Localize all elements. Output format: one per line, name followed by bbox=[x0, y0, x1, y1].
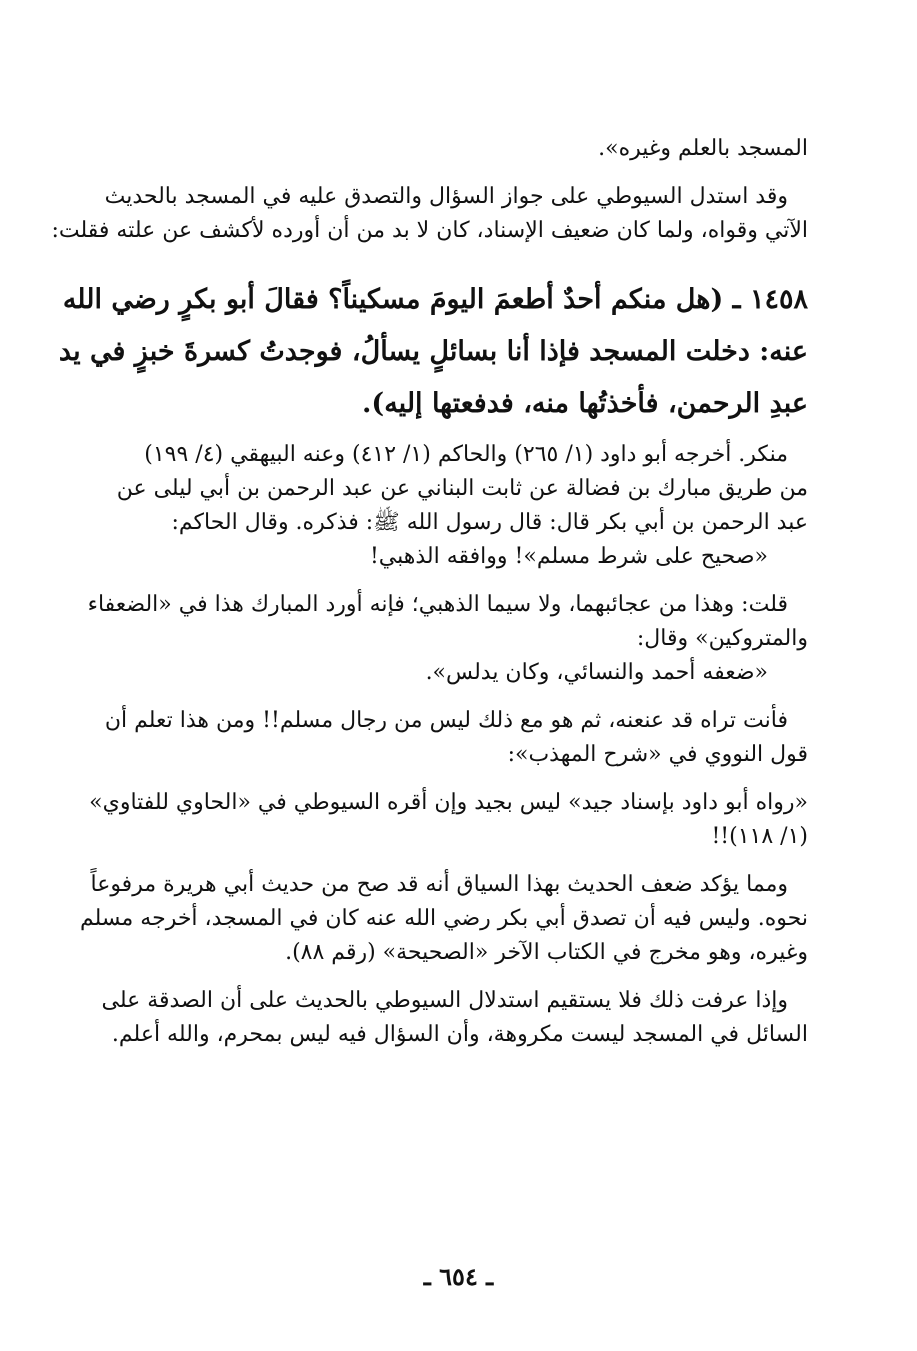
text-line: وإذا عرفت ذلك فلا يستقيم استدلال السيوطي بالحديث على أن الصدقة على bbox=[101, 988, 788, 1013]
quote-line: (١/ ١١٨)!! bbox=[711, 824, 808, 849]
takhrij-paragraph bbox=[48, 438, 808, 540]
dhahabi-quote bbox=[48, 656, 808, 690]
text-line: السائل في المسجد ليست مكروهة، وأن السؤال فيه ليس بمحرم، والله أعلم. bbox=[111, 1022, 808, 1047]
text-line: فأنت تراه قد عنعنه، ثم هو مع ذلك ليس من رجال مسلم!! ومن هذا تعلم أن bbox=[104, 708, 788, 733]
text-line: والمتروكين» وقال: bbox=[636, 626, 808, 651]
text-line: الآتي وقواه، ولما كان ضعيف الإسناد، كان لا بد من أن أورده لأكشف عن علته فقلت: bbox=[51, 218, 808, 243]
text-line: عبد الرحمن بن أبي بكر قال: قال رسول الله ﷺ: فذكره. وقال الحاكم: bbox=[171, 510, 808, 535]
page-body bbox=[48, 132, 808, 1066]
hadith-line: عنه: دخلت المسجد فإذا أنا بسائلٍ يسألُ، فوجدتُ كسرةَ خبزٍ في يد bbox=[58, 336, 808, 367]
nawawi-quote bbox=[48, 786, 808, 854]
quote-line: «صحيح على شرط مسلم»! ووافقه الذهبي! bbox=[369, 544, 768, 569]
page-number: ـ ٦٥٤ ـ bbox=[423, 1262, 494, 1291]
paragraph-suyuti-argument bbox=[48, 180, 808, 248]
text-line: نحوه. وليس فيه أن تصدق أبي بكر رضي الله عنه كان في المسجد، أخرجه مسلم bbox=[79, 906, 808, 931]
text-line: قول النووي في «شرح المهذب»: bbox=[507, 742, 808, 767]
intro-paragraph bbox=[48, 132, 808, 166]
text-line: ومما يؤكد ضعف الحديث بهذا السياق أنه قد صح من حديث أبي هريرة مرفوعاً bbox=[90, 872, 788, 897]
text-line: وغيره، وهو مخرج في الكتاب الآخر «الصحيحة» (رقم ٨٨). bbox=[285, 940, 808, 965]
paragraph-conclusion bbox=[48, 984, 808, 1052]
quote-line: «ضعفه أحمد والنسائي، وكان يدلس». bbox=[425, 660, 768, 685]
quote-line: «رواه أبو داود بإسناد جيد» ليس بجيد وإن أقره السيوطي في «الحاوي للفتاوي» bbox=[89, 790, 808, 815]
paragraph-abu-hurayra bbox=[48, 868, 808, 970]
hadith-text bbox=[48, 274, 808, 430]
intro-line: المسجد بالعلم وغيره». bbox=[598, 136, 808, 161]
text-line: منكر. أخرجه أبو داود (١/ ٢٦٥) والحاكم (١/ ٤١٢) وعنه البيهقي (٤/ ١٩٩) bbox=[144, 442, 788, 467]
text-line: قلت: وهذا من عجائبهما، ولا سيما الذهبي؛ فإنه أورد المبارك هذا في «الضعفاء bbox=[87, 592, 788, 617]
hadith-line: عبدِ الرحمن، فأخذتُها منه، فدفعتها إليه). bbox=[362, 388, 808, 419]
text-line: وقد استدل السيوطي على جواز السؤال والتصدق عليه في المسجد بالحديث bbox=[104, 184, 788, 209]
paragraph-critique bbox=[48, 588, 808, 656]
paragraph-nawawi bbox=[48, 704, 808, 772]
hakim-quote bbox=[48, 540, 808, 574]
hadith-line: ١٤٥٨ ـ (هل منكم أحدٌ أطعمَ اليومَ مسكيناً؟ فقالَ أبو بكرٍ رضي الله bbox=[62, 284, 808, 315]
text-line: من طريق مبارك بن فضالة عن ثابت البناني عن عبد الرحمن بن أبي ليلى عن bbox=[116, 476, 808, 501]
